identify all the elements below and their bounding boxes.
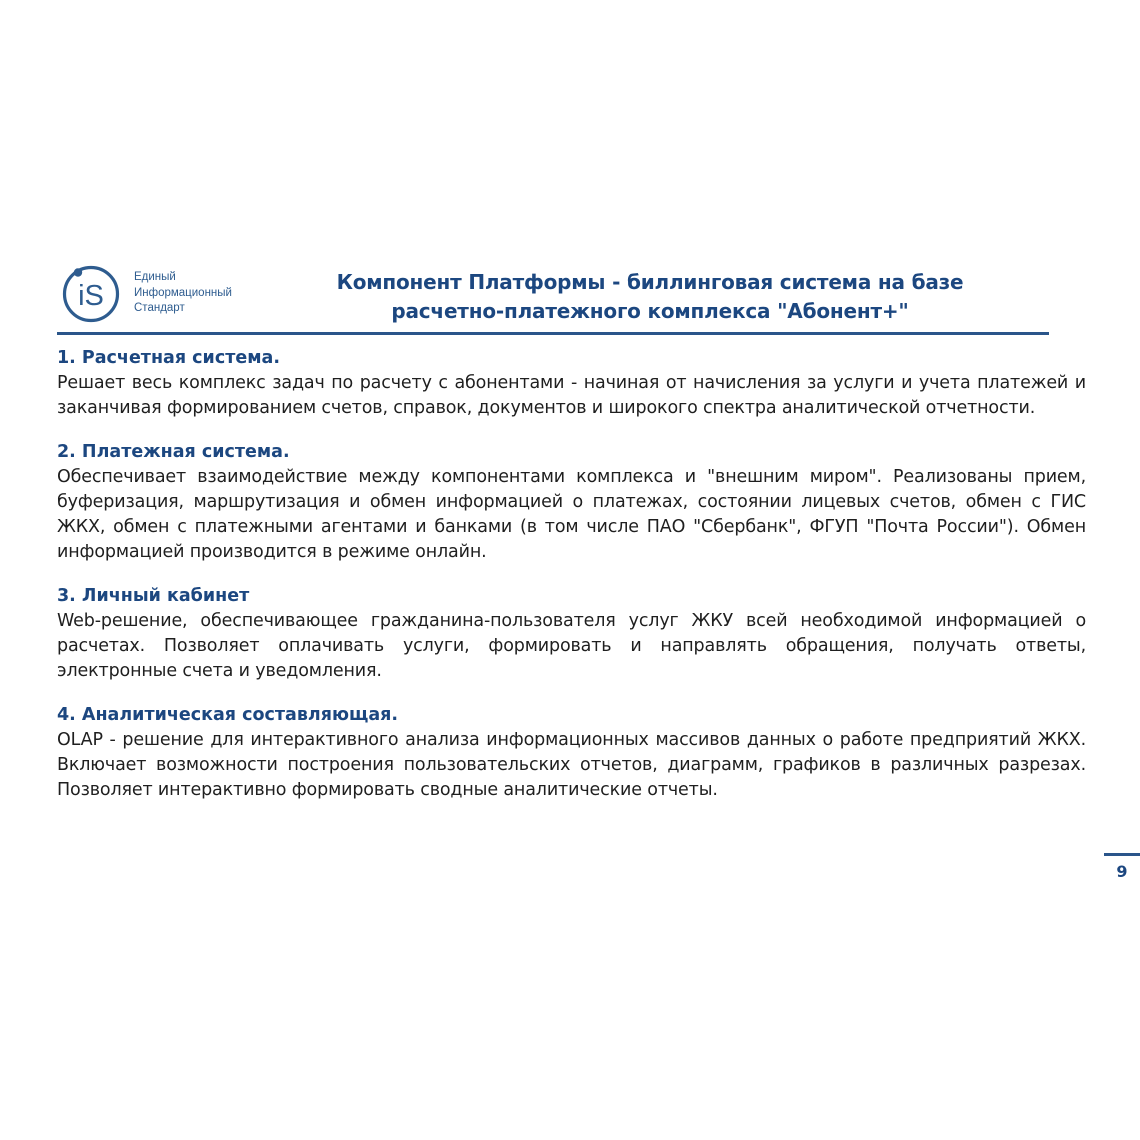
- section-billing: [57, 346, 1086, 421]
- page-title: [300, 268, 1000, 326]
- section-text: Обеспечивает взаимодействие между компонентами комплекса и "внешним миром". Реализованы прием, буферизация, маршрутизация и обмен информацией о платежах, состоянии лицевых счетов, обмен с ГИС ЖКХ, обмен с платежными агентами и банками (в том числе ПАО "Сбербанк", ФГУП "Почта России"). Обмен информацией производится в режиме онлайн.: [57, 467, 1086, 562]
- section-text: Web-решение, обеспечивающее гражданина-пользователя услуг ЖКУ всей необходимой информацией о расчетах. Позволяет оплачивать услуги, формировать и направлять обращения, получать ответы, электронные счета и уведомления.: [57, 611, 1086, 681]
- section-analytics: [57, 703, 1086, 803]
- logo-wordmark: [134, 270, 232, 317]
- section-heading: 2. Платежная система.: [57, 442, 290, 462]
- page-number-divider: [1104, 853, 1140, 856]
- is-logo-icon: [62, 265, 120, 323]
- section-text: Решает весь комплекс задач по расчету с абонентами - начиная от начисления за услуги и учета платежей и заканчивая формированием счетов, справок, документов и широкого спектра аналитической отчетности.: [57, 373, 1086, 418]
- section-personal-account: [57, 584, 1086, 684]
- section-text: OLAP - решение для интерактивного анализа информационных массивов данных о работе предприятий ЖКХ. Включает возможности построения пользовательских отчетов, диаграмм, графиков в различных разрезах. Позволяет интерактивно формировать сводные аналитические отчеты.: [57, 730, 1086, 800]
- page-number: 9: [1116, 862, 1128, 881]
- section-heading: 4. Аналитическая составляющая.: [57, 705, 399, 725]
- logo-mark-text: iS: [78, 280, 104, 312]
- logo-line-2: Информационный: [134, 286, 232, 299]
- page-title-line-1: Компонент Платформы - биллинговая система на базе: [336, 270, 964, 294]
- section-heading: 1. Расчетная система.: [57, 348, 280, 368]
- content-body: [57, 346, 1086, 822]
- page-title-line-2: расчетно-платежного комплекса "Абонент+": [391, 299, 909, 323]
- section-heading: 3. Личный кабинет: [57, 586, 250, 606]
- section-payment: [57, 440, 1086, 565]
- company-logo: [62, 265, 262, 321]
- logo-line-3: Стандарт: [134, 302, 185, 314]
- header-divider: [57, 332, 1049, 335]
- logo-line-1: Единый: [134, 271, 176, 283]
